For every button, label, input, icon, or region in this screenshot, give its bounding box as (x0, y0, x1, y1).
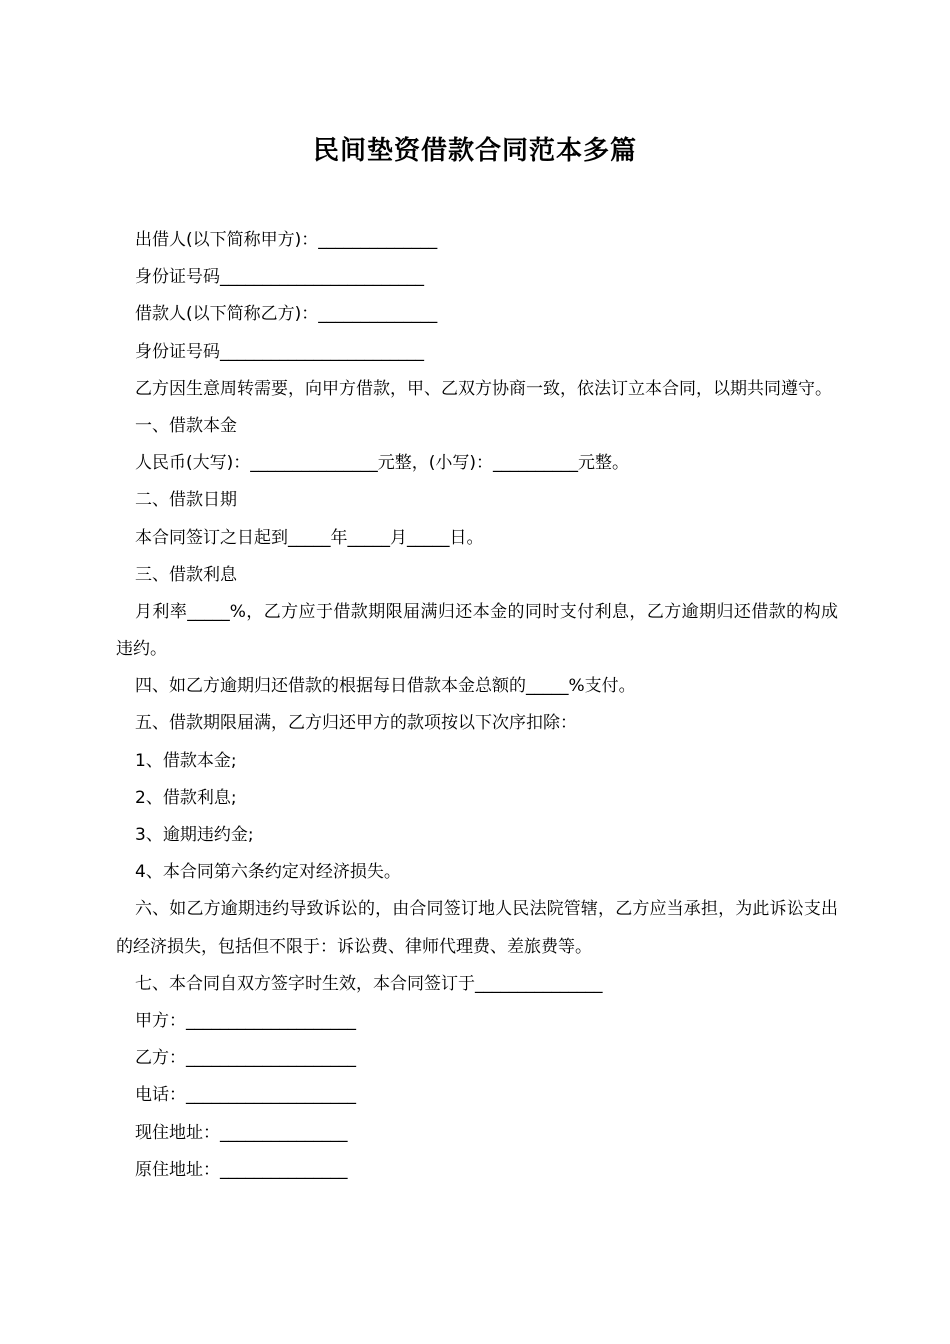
deduction-item-1: 1、借款本金; (135, 750, 237, 771)
lender-id-line: 身份证号码________________________ (135, 267, 424, 288)
deduction-item-3: 3、逾期违约金; (135, 825, 254, 846)
clause-seven: 七、本合同自双方签字时生效，本合同签订于_______________ (135, 973, 603, 994)
borrower-line: 借款人(以下简称乙方)：______________ (135, 304, 438, 325)
section-interest-heading: 三、借款利息 (135, 564, 237, 585)
preamble-paragraph: 乙方因生意周转需要，向甲方借款，甲、乙双方协商一致，依法订立本合同，以期共同遵守。 (135, 378, 832, 399)
deduction-item-2: 2、借款利息; (135, 787, 237, 808)
party-a-signature-line: 甲方：____________________ (135, 1011, 356, 1032)
party-b-signature-line: 乙方：____________________ (135, 1048, 356, 1069)
current-address-line: 现住地址：_______________ (135, 1122, 348, 1143)
section-date-heading: 二、借款日期 (135, 490, 237, 511)
lender-line: 出借人(以下简称甲方)：______________ (135, 230, 438, 250)
clause-six-paragraph: 六、如乙方逾期违约导致诉讼的，由合同签订地人民法院管辖，乙方应当承担，为此诉讼支出的经济损失，包括但不限于：诉讼费、律师代理费、差旅费等。 (116, 899, 838, 957)
principal-amount-line: 人民币(大写)：_______________元整，(小写)：__________元整。 (135, 453, 630, 474)
clause-five: 五、借款期限届满，乙方归还甲方的款项按以下次序扣除： (135, 713, 577, 734)
interest-paragraph: 月利率_____%，乙方应于借款期限届满归还本金的同时支付利息，乙方逾期归还借款的构成违约。 (116, 601, 838, 660)
original-address-line: 原住地址：_______________ (135, 1159, 348, 1180)
deduction-item-4: 4、本合同第六条约定对经济损失。 (135, 862, 401, 883)
clause-four: 四、如乙方逾期归还借款的根据每日借款本金总额的_____%支付。 (135, 676, 636, 697)
borrower-id-line: 身份证号码________________________ (135, 341, 424, 362)
document-title: 民间垫资借款合同范本多篇 (312, 136, 637, 166)
loan-date-line: 本合同签订之日起到_____年_____月_____日。 (135, 527, 484, 548)
section-principal-heading: 一、借款本金 (135, 415, 237, 436)
document-body (116, 222, 838, 1189)
phone-line: 电话：____________________ (135, 1085, 356, 1106)
